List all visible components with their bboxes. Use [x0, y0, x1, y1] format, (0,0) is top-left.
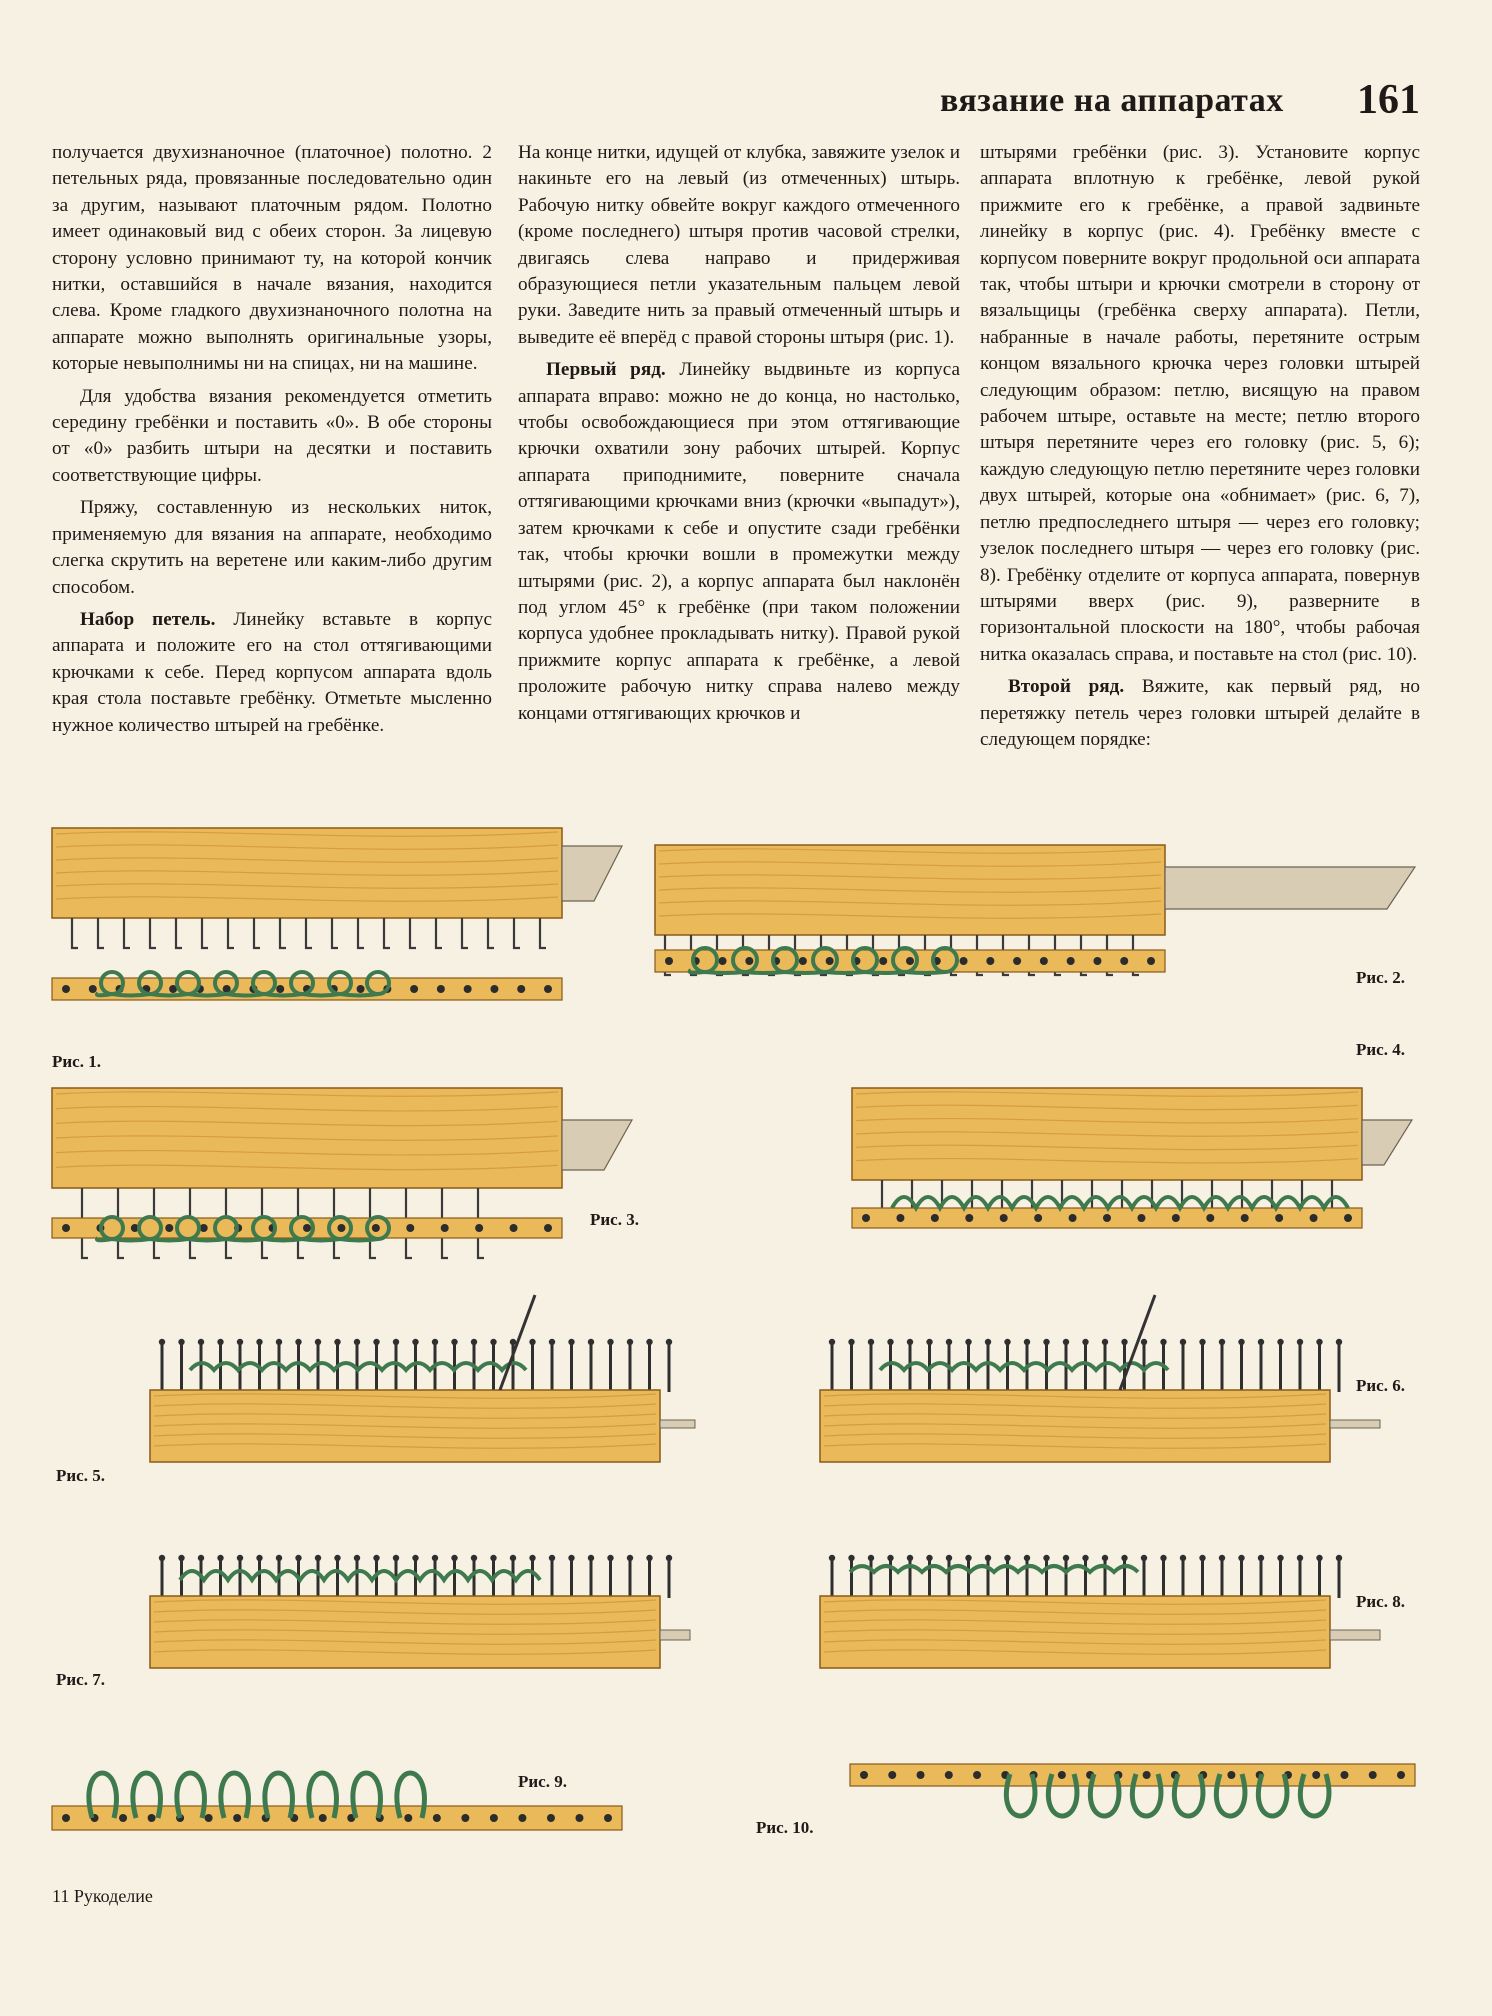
- paragraph-heading: Первый ряд.: [546, 359, 666, 381]
- peg-hole: [357, 985, 365, 993]
- apparatus-body: [52, 1088, 562, 1188]
- hook: [306, 918, 312, 948]
- peg-head: [412, 1339, 418, 1345]
- peg-head: [1238, 1555, 1244, 1561]
- ruler-end: [660, 1420, 695, 1428]
- peg-head: [1102, 1339, 1108, 1345]
- peg-head: [1004, 1339, 1010, 1345]
- peg-head: [256, 1339, 262, 1345]
- hook: [202, 918, 208, 948]
- hook: [280, 918, 286, 948]
- peg-hole: [490, 985, 498, 993]
- peg-head: [1238, 1339, 1244, 1345]
- peg-hole: [410, 985, 418, 993]
- peg-head: [829, 1555, 835, 1561]
- peg-head: [1160, 1555, 1166, 1561]
- peg-hole: [986, 957, 994, 965]
- figure-6-caption: Рис. 6.: [1356, 1376, 1405, 1395]
- peg-hole: [475, 1224, 483, 1232]
- peg-head: [276, 1339, 282, 1345]
- peg-hole: [62, 1224, 70, 1232]
- peg-head: [373, 1555, 379, 1561]
- peg-head: [471, 1339, 477, 1345]
- figure-5-caption: Рис. 5.: [56, 1466, 105, 1485]
- ruler-end: [1330, 1420, 1380, 1428]
- peg-hole: [973, 1771, 981, 1779]
- peg-hole: [464, 985, 472, 993]
- peg-hole: [544, 985, 552, 993]
- peg-head: [1219, 1339, 1225, 1345]
- peg-hole: [276, 985, 284, 993]
- peg-head: [412, 1555, 418, 1561]
- peg-hole: [665, 957, 673, 965]
- figure-9-caption: Рис. 9.: [518, 1772, 567, 1791]
- hook: [384, 918, 390, 948]
- peg-head: [829, 1339, 835, 1345]
- yarn-thread: [97, 1238, 378, 1241]
- peg-hole: [62, 985, 70, 993]
- peg-hole: [1103, 1214, 1111, 1222]
- peg-head: [666, 1339, 672, 1345]
- peg-hole: [604, 1814, 612, 1822]
- paragraph: [518, 357, 960, 727]
- peg-head: [588, 1339, 594, 1345]
- peg-hole: [960, 957, 968, 965]
- ruler-blade: [1165, 867, 1415, 909]
- peg-hole: [1000, 1214, 1008, 1222]
- peg-head: [217, 1339, 223, 1345]
- hook: [124, 918, 130, 948]
- peg-hole: [406, 1224, 414, 1232]
- ruler-blade: [562, 846, 622, 901]
- peg-head: [510, 1339, 516, 1345]
- peg-head: [1043, 1555, 1049, 1561]
- peg-hole: [799, 957, 807, 965]
- peg-head: [926, 1555, 932, 1561]
- peg-hole: [945, 1771, 953, 1779]
- peg-head: [588, 1555, 594, 1561]
- peg-head: [237, 1555, 243, 1561]
- peg-head: [627, 1555, 633, 1561]
- ruler-blade: [1362, 1120, 1412, 1165]
- peg-head: [1336, 1339, 1342, 1345]
- peg-head: [237, 1339, 243, 1345]
- peg-hole: [404, 1814, 412, 1822]
- paragraph-text: Линейку выдвиньте из корпуса аппарата вправо: можно не до конца, но настолько, чтобы освобождающиеся при этом оттягивающие крючки охватили зону рабочих штырей. Корпус аппарата приподнимите, поверните сначала оттягивающими крючками вниз (крючки «выпадут»), затем крючками к себе и опустите сзади гребёнки так, чтобы крючки вошли в промежутки между штырями (рис. 2), а корпус аппарата был наклонён под углом 45° к гребёнке (при таком положении корпуса удобнее прокладывать нитку). Правой рукой прижмите корпус аппарата к гребёнке, а левой проложите рабочую нитку справа налево между концами оттягивающих крючков и: [518, 359, 960, 724]
- peg-hole: [906, 957, 914, 965]
- peg-hole: [1206, 1214, 1214, 1222]
- peg-hole: [337, 1224, 345, 1232]
- peg-head: [198, 1555, 204, 1561]
- peg-head: [276, 1555, 282, 1561]
- peg-head: [568, 1339, 574, 1345]
- peg-hole: [1344, 1214, 1352, 1222]
- peg-hole: [862, 1214, 870, 1222]
- peg-hole: [1147, 957, 1155, 965]
- peg-head: [568, 1555, 574, 1561]
- peg-head: [985, 1555, 991, 1561]
- peg-hole: [1013, 957, 1021, 965]
- peg-head: [393, 1555, 399, 1561]
- hook: [358, 918, 364, 948]
- peg-hole: [433, 1814, 441, 1822]
- hook: [332, 918, 338, 948]
- ruler-blade: [562, 1120, 632, 1170]
- peg-head: [198, 1339, 204, 1345]
- peg-head: [217, 1555, 223, 1561]
- page-number: 161: [1357, 77, 1420, 123]
- apparatus-body: [655, 845, 1165, 935]
- paragraph: Пряжу, составленную из нескольких ниток, применяемую для вязания на аппарате, необходимо слегка скрутить на веретене или каким-либо другим способом.: [52, 497, 492, 598]
- peg-head: [295, 1339, 301, 1345]
- peg-head: [432, 1555, 438, 1561]
- comb-bar: [150, 1390, 660, 1462]
- comb-bar: [820, 1596, 1330, 1668]
- peg-head: [393, 1339, 399, 1345]
- figure-1-caption: Рис. 1.: [52, 1052, 101, 1071]
- peg-hole: [461, 1814, 469, 1822]
- figure-10-caption: Рис. 10.: [756, 1818, 814, 1837]
- peg-hole: [319, 1814, 327, 1822]
- peg-head: [848, 1555, 854, 1561]
- page-footer: 11 Рукоделие: [52, 1886, 153, 1906]
- figure-4-caption: Рис. 4.: [1356, 1040, 1405, 1059]
- paragraph: штырями гребёнки (рис. 3). Установите корпус аппарата вплотную к гребёнке, левой рукой прижмите его к гребёнке, а правой задвиньте линейку в корпус (рис. 4). Гребёнку вместе с корпусом поверните вокруг продольной оси аппарата так, чтобы штыри и крючки смотрели в сторону от вязальщицы (гребёнка сверху аппарата). Петли, набранные в начале работы, перетяните острым концом вязального крючка через головки штырей следующим образом: петлю, висящую на правом рабочем штыре, оставьте на месте; петлю второго штыря перетяните через его головку (рис. 5, 6); каждую следующую петлю перетяните через головки двух штырей, которые она «обнимает» (рис. 6, 7), петлю предпоследнего штыря — через его головку; узелок последнего штыря — через его головку (рис. 8). Гребёнку отделите от корпуса аппарата, повернув штырями вверх (рис. 9), разверните в горизонтальной плоскости на 180°, чтобы рабочая нитка оказалась справа, и поставьте на стол (рис. 10).: [980, 142, 1420, 665]
- apparatus-body: [52, 828, 562, 918]
- figure-7-illustration: [150, 1520, 710, 1680]
- peg-hole: [441, 1224, 449, 1232]
- peg-hole: [233, 1814, 241, 1822]
- peg-head: [529, 1555, 535, 1561]
- peg-head: [607, 1339, 613, 1345]
- section-title: вязание на аппаратах: [940, 82, 1284, 119]
- hook: [176, 918, 182, 948]
- peg-head: [549, 1555, 555, 1561]
- peg-head: [1121, 1555, 1127, 1561]
- figure-6-illustration: [820, 1290, 1400, 1470]
- peg-head: [1316, 1339, 1322, 1345]
- peg-head: [1024, 1555, 1030, 1561]
- paragraph-heading: Набор петель.: [80, 608, 216, 630]
- peg-hole: [547, 1814, 555, 1822]
- peg-head: [868, 1555, 874, 1561]
- ruler-end: [1330, 1630, 1380, 1640]
- peg-head: [315, 1555, 321, 1561]
- peg-head: [178, 1339, 184, 1345]
- peg-head: [471, 1555, 477, 1561]
- figure-2-caption: Рис. 2.: [1356, 968, 1405, 987]
- peg-hole: [148, 1814, 156, 1822]
- hook: [98, 918, 104, 948]
- comb-bar: [150, 1596, 660, 1668]
- figure-7-caption: Рис. 7.: [56, 1670, 105, 1689]
- peg-head: [295, 1555, 301, 1561]
- yarn-thread: [180, 1571, 540, 1580]
- figure-5-illustration: [150, 1290, 710, 1470]
- peg-head: [1277, 1555, 1283, 1561]
- peg-hole: [372, 1224, 380, 1232]
- peg-hole: [165, 1224, 173, 1232]
- peg-head: [354, 1555, 360, 1561]
- peg-hole: [1340, 1771, 1348, 1779]
- peg-hole: [205, 1814, 213, 1822]
- hook: [72, 918, 78, 948]
- peg-hole: [437, 985, 445, 993]
- peg-head: [178, 1555, 184, 1561]
- peg-head: [646, 1339, 652, 1345]
- peg-head: [159, 1555, 165, 1561]
- peg-head: [946, 1555, 952, 1561]
- peg-head: [354, 1339, 360, 1345]
- peg-hole: [1227, 1771, 1235, 1779]
- peg-hole: [1275, 1214, 1283, 1222]
- peg-hole: [917, 1771, 925, 1779]
- peg-head: [1219, 1555, 1225, 1561]
- peg-head: [907, 1555, 913, 1561]
- peg-head: [451, 1555, 457, 1561]
- peg-head: [887, 1339, 893, 1345]
- peg-head: [1063, 1555, 1069, 1561]
- paragraph-heading: Второй ряд.: [1008, 676, 1125, 698]
- peg-head: [1121, 1339, 1127, 1345]
- peg-hole: [1069, 1214, 1077, 1222]
- peg-hole: [89, 985, 97, 993]
- peg-head: [1336, 1555, 1342, 1561]
- peg-head: [985, 1339, 991, 1345]
- figure-10-illustration: [850, 1748, 1420, 1838]
- paragraph: [52, 607, 492, 739]
- peg-head: [627, 1339, 633, 1345]
- peg-head: [1297, 1555, 1303, 1561]
- text-column-2: [518, 140, 960, 733]
- hook: [514, 918, 520, 948]
- peg-hole: [879, 957, 887, 965]
- peg-head: [1004, 1555, 1010, 1561]
- peg-hole: [1310, 1214, 1318, 1222]
- paragraph-text: Линейку вставьте в корпус аппарата и положите его на стол оттягивающими крючками к себе. Перед корпусом аппарата вдоль края стола поставьте гребёнку. Отметьте мысленно нужное количество штырей на гребёнке.: [52, 608, 492, 736]
- hook: [436, 918, 442, 948]
- peg-head: [1258, 1555, 1264, 1561]
- peg-hole: [1058, 1771, 1066, 1779]
- figure-2-illustration: [655, 845, 1415, 1020]
- hook: [540, 918, 546, 948]
- peg-hole: [62, 1814, 70, 1822]
- peg-head: [1180, 1555, 1186, 1561]
- paragraph-text: Вяжите, как первый ряд, но перетяжку петель через головки штырей делайте в следующем порядке:: [980, 676, 1420, 750]
- peg-head: [848, 1339, 854, 1345]
- peg-head: [1082, 1555, 1088, 1561]
- figure-8-illustration: [820, 1520, 1400, 1680]
- peg-hole: [1093, 957, 1101, 965]
- peg-head: [315, 1339, 321, 1345]
- peg-hole: [1172, 1214, 1180, 1222]
- peg-head: [868, 1339, 874, 1345]
- paragraph: получается двухизнаночное (платочное) полотно. 2 петельных ряда, провязанные последовательно один за другим, называют платочным рядом. Полотно имеет одинаковый вид с обеих сторон. За лицевую сторону условно принимают ту, на которой кончик нитки, оставшийся в начале вязания, находится слева. Кроме гладкого двухизнаночного полотна на аппарате можно выполнять оригинальные узоры, которые невыполнимы ни на спицах, ни на машине.: [52, 142, 492, 375]
- figure-4-illustration: [852, 1088, 1412, 1263]
- figure-3-caption: Рис. 3.: [590, 1210, 639, 1229]
- peg-hole: [575, 1814, 583, 1822]
- ruler-end: [660, 1630, 690, 1640]
- peg-head: [432, 1339, 438, 1345]
- peg-head: [1141, 1555, 1147, 1561]
- peg-hole: [1137, 1214, 1145, 1222]
- peg-head: [1258, 1339, 1264, 1345]
- peg-hole: [303, 1224, 311, 1232]
- peg-head: [529, 1339, 535, 1345]
- peg-hole: [518, 1814, 526, 1822]
- peg-head: [490, 1339, 496, 1345]
- peg-head: [1277, 1339, 1283, 1345]
- peg-head: [887, 1555, 893, 1561]
- hook: [410, 918, 416, 948]
- hook: [254, 918, 260, 948]
- peg-hole: [745, 957, 753, 965]
- peg-hole: [1120, 957, 1128, 965]
- peg-head: [1199, 1555, 1205, 1561]
- peg-hole: [1034, 1214, 1042, 1222]
- peg-head: [1316, 1555, 1322, 1561]
- peg-head: [490, 1555, 496, 1561]
- peg-hole: [1067, 957, 1075, 965]
- yarn-thread: [892, 1197, 1348, 1208]
- peg-hole: [888, 1771, 896, 1779]
- figure-1-illustration: [52, 828, 632, 1038]
- peg-head: [1102, 1555, 1108, 1561]
- peg-hole: [490, 1814, 498, 1822]
- peg-hole: [1397, 1771, 1405, 1779]
- peg-head: [1297, 1339, 1303, 1345]
- peg-head: [907, 1339, 913, 1345]
- peg-hole: [119, 1814, 127, 1822]
- yarn-thread: [850, 1566, 1138, 1572]
- figure-3-illustration: [52, 1088, 632, 1268]
- paragraph: [980, 674, 1420, 753]
- yarn-thread: [97, 993, 378, 996]
- peg-head: [666, 1555, 672, 1561]
- peg-head: [965, 1339, 971, 1345]
- peg-hole: [860, 1771, 868, 1779]
- peg-head: [549, 1339, 555, 1345]
- peg-head: [1160, 1339, 1166, 1345]
- hook: [462, 918, 468, 948]
- peg-hole: [1143, 1771, 1151, 1779]
- peg-head: [256, 1555, 262, 1561]
- peg-head: [1043, 1339, 1049, 1345]
- peg-hole: [719, 957, 727, 965]
- apparatus-body: [852, 1088, 1362, 1180]
- peg-head: [1199, 1339, 1205, 1345]
- peg-hole: [931, 1214, 939, 1222]
- peg-head: [926, 1339, 932, 1345]
- peg-head: [159, 1339, 165, 1345]
- figure-9-illustration: [52, 1748, 632, 1848]
- peg-hole: [1040, 957, 1048, 965]
- peg-head: [1180, 1339, 1186, 1345]
- peg-head: [334, 1555, 340, 1561]
- peg-hole: [517, 985, 525, 993]
- peg-head: [451, 1339, 457, 1345]
- figure-8-caption: Рис. 8.: [1356, 1592, 1405, 1611]
- peg-head: [373, 1339, 379, 1345]
- peg-head: [646, 1555, 652, 1561]
- peg-hole: [1369, 1771, 1377, 1779]
- hook: [488, 918, 494, 948]
- peg-head: [607, 1555, 613, 1561]
- peg-hole: [1312, 1771, 1320, 1779]
- peg-hole: [544, 1224, 552, 1232]
- peg-hole: [965, 1214, 973, 1222]
- peg-head: [1024, 1339, 1030, 1345]
- peg-head: [965, 1555, 971, 1561]
- paragraph: Для удобства вязания рекомендуется отметить середину гребёнки и поставить «0». В обе стороны от «0» разбить штыри на десятки и поставить соответствующие цифры.: [52, 385, 492, 486]
- peg-hole: [1241, 1214, 1249, 1222]
- paragraph: На конце нитки, идущей от клубка, завяжите узелок и накиньте его на левый (из отмеченных) штырь. Рабочую нитку обвейте вокруг каждого отмеченного (кроме последнего) штыря против часовой стрелки, двигаясь слева направо и придерживая образующиеся петли указательным пальцем левой руки. Заведите нить за правый отмеченный штырь и выведите её вперёд с правой стороны штыря (рис. 1).: [518, 142, 960, 348]
- peg-head: [510, 1555, 516, 1561]
- peg-hole: [896, 1214, 904, 1222]
- comb-bar: [820, 1390, 1330, 1462]
- hook: [228, 918, 234, 948]
- text-column-3: [980, 140, 1420, 759]
- peg-head: [1082, 1339, 1088, 1345]
- peg-head: [334, 1339, 340, 1345]
- peg-head: [946, 1339, 952, 1345]
- hook: [150, 918, 156, 948]
- peg-head: [1141, 1339, 1147, 1345]
- peg-hole: [510, 1224, 518, 1232]
- peg-head: [1063, 1339, 1069, 1345]
- peg-hole: [826, 957, 834, 965]
- text-column-1: [52, 140, 492, 745]
